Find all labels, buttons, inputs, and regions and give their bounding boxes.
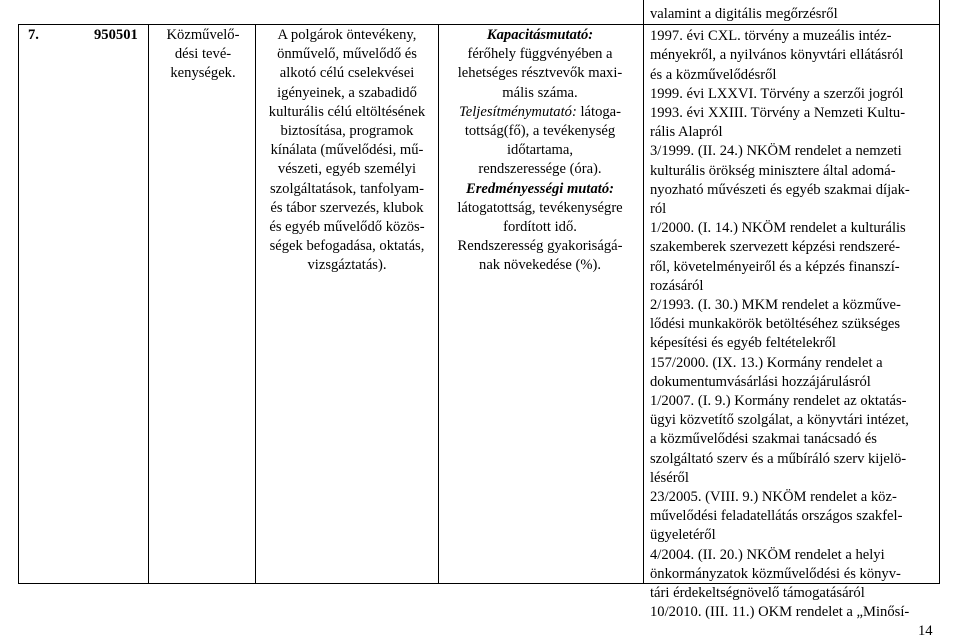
legal-line: 3/1999. (II. 24.) NKÖM rendelet a nemzeti <box>650 143 902 160</box>
legal-line: művelődési feladatellátás országos szakfel- <box>650 508 903 525</box>
legal-line: léséről <box>650 469 689 486</box>
description-line: vészeti, egyéb személyi <box>277 161 417 178</box>
page-number: 14 <box>918 623 933 639</box>
legal-line: 10/2010. (III. 11.) OKM rendelet a „Minősí- <box>650 604 910 621</box>
description-line: és egyéb művelődő közös- <box>269 219 425 236</box>
legal-line: ményekről, a nyilvános könyvtári ellátásról <box>650 47 904 64</box>
row-number: 7. <box>28 27 39 43</box>
legal-line: szakemberek szervezett képzési rendszeré- <box>650 239 900 256</box>
description-line: és tábor szervezés, klubok <box>270 199 424 216</box>
performance-line <box>445 103 635 122</box>
legal-top-line: valamint a digitális megőrzésről <box>650 6 838 22</box>
column-divider <box>939 0 940 584</box>
description-line: ségek befogadása, oktatás, <box>269 238 425 255</box>
indicator-line: tottság(fő), a tevékenység <box>464 123 616 140</box>
indicator-line: Rendszeresség gyakoriságá- <box>457 238 623 255</box>
legal-line: rozásáról <box>650 277 704 294</box>
legal-line: nyozható művészeti és egyéb szakmai díjak- <box>650 181 910 198</box>
column-divider <box>438 24 439 584</box>
legal-line: ról <box>650 201 667 218</box>
indicator-line: rendszeressége (óra). <box>478 161 602 178</box>
legal-line: a közművelődési szakmai tanácsadó és <box>650 431 877 448</box>
description-line: önművelő, művelődő és <box>277 46 417 63</box>
legal-line: 1993. évi XXIII. Törvény a Nemzeti Kultu- <box>650 105 906 122</box>
description-line: kínálata (művelődési, mű- <box>270 142 424 159</box>
name-line: kenységek. <box>170 65 236 82</box>
indicator-line: nak növekedése (%). <box>479 257 601 274</box>
legal-references <box>650 5 934 623</box>
description-line: szolgáltatások, tanfolyam- <box>270 180 424 197</box>
legal-line: 1/2000. (I. 14.) NKÖM rendelet a kulturális <box>650 220 906 237</box>
legal-line: 4/2004. (II. 20.) NKÖM rendelet a helyi <box>650 546 885 563</box>
description-line: kulturális célú eltöltésének <box>268 103 426 120</box>
legal-line: és a közművelődésről <box>650 66 777 83</box>
column-divider <box>643 0 644 584</box>
legal-line: szolgáltató szerv és a műbíráló szerv kijelö- <box>650 450 907 467</box>
description-line: A polgárok öntevékeny, <box>277 27 417 43</box>
legal-line: 1999. évi LXXVI. Törvény a szerzői jogról <box>650 85 904 102</box>
legal-line: ügyeletéről <box>650 527 716 544</box>
legal-line: képesítési és egyéb feltételekről <box>650 335 836 352</box>
legal-line: ügyi közvetítő szolgálat, a könyvtári intézet, <box>650 412 909 429</box>
legal-line: 2/1993. (I. 30.) MKM rendelet a közműve- <box>650 297 901 314</box>
legal-line: tári érdekeltségnövelő támogatásáról <box>650 585 865 602</box>
indicator-line: férőhely függvényében a <box>467 46 613 63</box>
name-line: Közművelő- <box>166 27 240 43</box>
performance-first: látoga- <box>576 103 621 120</box>
legal-line: lődési munkakörök betöltéséhez szükséges <box>650 316 901 333</box>
legal-line: dokumentumvásárlási hozzájárulásról <box>650 373 871 390</box>
indicator-line: látogatottság, tevékenységre <box>457 199 623 216</box>
legal-line: 23/2005. (VIII. 9.) NKÖM rendelet a köz- <box>650 489 897 506</box>
indicator-line: mális száma. <box>502 84 578 101</box>
legal-table <box>18 0 958 621</box>
capacity-title: Kapacitásmutató: <box>486 27 594 43</box>
legal-line: önkormányzatok közművelődési és könyv- <box>650 565 901 582</box>
legal-line: kulturális örökség minisztere által adomá- <box>650 162 896 179</box>
efficiency-title: Eredményességi mutató: <box>466 180 614 197</box>
description-line: alkotó célú cselekvései <box>279 65 415 82</box>
name-line: dési tevé- <box>174 46 232 63</box>
legal-line: rális Alapról <box>650 124 723 141</box>
legal-line: ről, követelményeiről és a képzés finanszí- <box>650 258 900 275</box>
indicator-line: lehetséges résztvevők maxi- <box>457 65 623 82</box>
description-line: vizsgáztatás). <box>307 257 387 274</box>
row-code: 950501 <box>94 27 138 43</box>
indicator-line: időtartama, <box>506 142 574 159</box>
description-line: igényeinek, a szabadidő <box>277 84 417 101</box>
legal-line: 1997. évi CXL. törvény a muzeális intéz- <box>650 28 892 45</box>
column-divider <box>148 24 149 584</box>
indicator-line: fordított idő. <box>503 219 577 236</box>
description-line: biztosítása, programok <box>280 123 414 140</box>
column-divider <box>18 24 19 584</box>
activity-name <box>158 26 248 84</box>
activity-description <box>262 26 432 276</box>
performance-title: Teljesítménymutató: <box>459 103 577 120</box>
legal-line: 157/2000. (IX. 13.) Kormány rendelet a <box>650 354 883 371</box>
column-divider <box>255 24 256 584</box>
legal-line: 1/2007. (I. 9.) Kormány rendelet az oktatás- <box>650 393 907 410</box>
indicators <box>445 26 635 276</box>
